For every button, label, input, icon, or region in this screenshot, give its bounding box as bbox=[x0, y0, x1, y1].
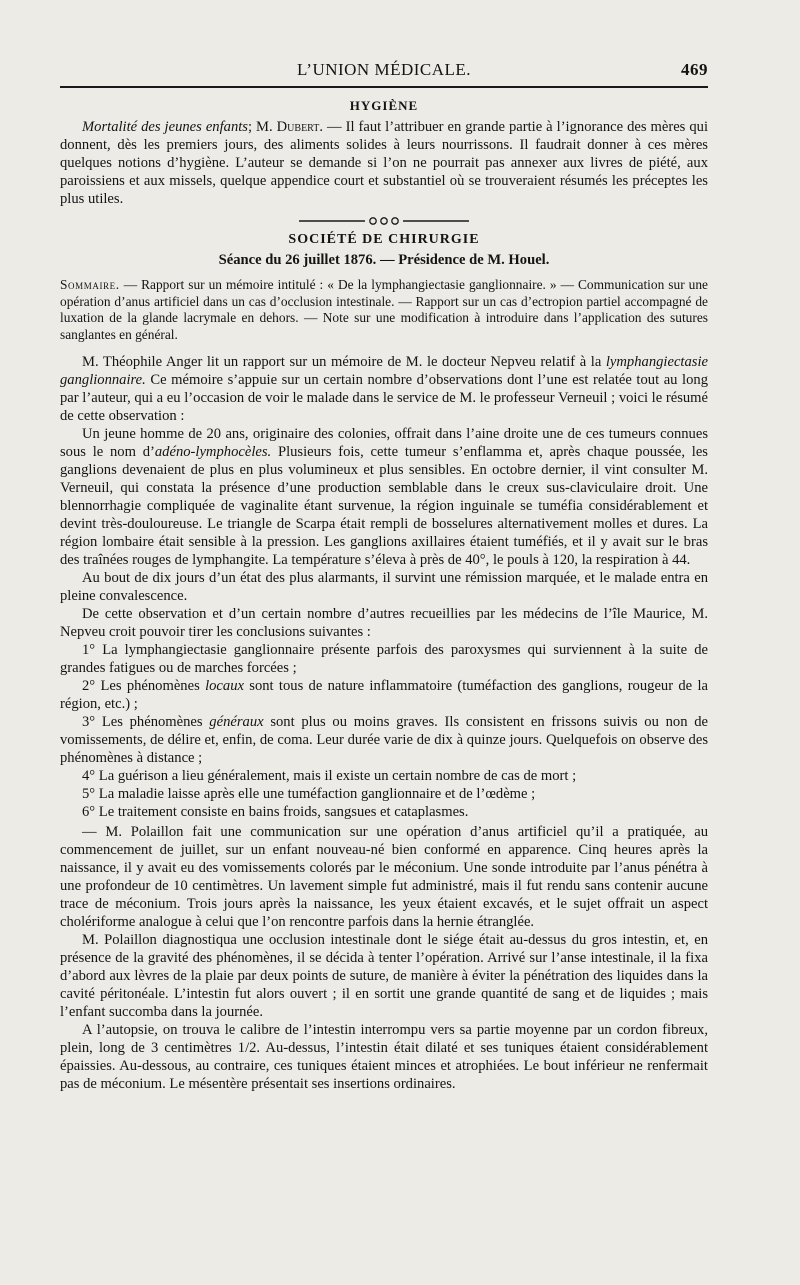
paragraph-2-italic: adéno-lymphocèles. bbox=[154, 444, 272, 460]
paragraph-1 bbox=[60, 353, 708, 425]
conclusion-5: 5° La maladie laisse après elle une tuméfaction ganglionnaire et de l’œdème ; bbox=[82, 786, 536, 802]
paragraph-3: Au bout de dix jours d’un état des plus alarmants, il survint une rémission marquée, et le malade entra en pleine convalescence. bbox=[60, 570, 708, 604]
section-ornament bbox=[60, 216, 708, 226]
running-header bbox=[60, 52, 708, 80]
paragraph-2-text-b: Plusieurs fois, cette tumeur s’enflamma et, après chaque poussée, les ganglions devenaient de plus en plus volumineux et plus sensibles. En octobre dernier, il vint consulter M. Verneuil, qui constata la présence d’une production semblable dans le creux sus-claviculaire droit. Une blennorrhagie compliquée de vaginalite étant survenue, la région inguinale se tuméfia considérablement et devint très-douloureuse. Le triangle de Scarpa était rempli de bosselures alternativement molles et dures. La région lombaire était sensible à la pression. Les ganglions axillaires étaient tuméfiés, et il y avait sur le bras des traînées rouges de lymphangite. La température s’éleva à près de 40°, le pouls à 120, la respiration à 44. bbox=[60, 444, 708, 568]
ornament-rule-icon bbox=[299, 216, 469, 226]
conclusion-2-italic: locaux bbox=[205, 678, 244, 694]
conclusion-2-text-a: 2° Les phénomènes bbox=[82, 678, 206, 694]
sommaire-label: Sommaire. bbox=[60, 277, 120, 292]
header-rule bbox=[60, 86, 708, 88]
society-section bbox=[60, 232, 708, 343]
seance-line: Séance du 26 juillet 1876. — Présidence de M. Houel. bbox=[218, 252, 550, 268]
hygiene-section bbox=[60, 98, 708, 208]
hygiene-title: Mortalité des jeunes enfants bbox=[82, 119, 248, 135]
conclusion-2-text-b: sont tous de nature inflammatoire (tuméfaction des ganglions, rougeur de la région, etc.) ; bbox=[60, 678, 708, 712]
journal-title: L’UNION MÉDICALE. bbox=[296, 60, 472, 79]
hygiene-text: — Il faut l’attribuer en grande partie à l’ignorance des mères qui donnent, dès les premiers jours, des aliments solides à leurs nourrissons. Il faudrait donner à ces mères quelques notions d’hygiène. L’auteur se demande si l’on ne pourrait pas annexer aux livres de piété, aux paroissiens et aux missels, quelque appendice court et substantiel où se trouveraient résumés les préceptes les plus utiles. bbox=[60, 119, 708, 207]
conclusion-6: 6° Le traitement consiste en bains froids, sangsues et cataplasmes. bbox=[82, 804, 469, 820]
conclusions-list bbox=[60, 641, 708, 821]
conclusion-3-italic: généraux bbox=[209, 714, 264, 730]
paragraph-6: M. Polaillon diagnostiqua une occlusion intestinale dont le siége était au-dessus du gros intestin, et, en présence de la gravité des phénomènes, il se décida à tenter l’opération. Arrivé sur l’anse intestinale, il la fixa d’abord aux lèvres de la plaie par deux points de suture, de manière à éviter la pénétration des liquides dans la cavité péritonéale. L’intestin fut alors ouvert ; il en sortit une grande quantité de sang et de liquides ; mais l’enfant succomba dans la journée. bbox=[60, 932, 708, 1020]
hygiene-heading: HYGIÈNE bbox=[349, 98, 419, 113]
conclusion-3-text-a: 3° Les phénomènes bbox=[82, 714, 210, 730]
conclusion-3-text-b: sont plus ou moins graves. Ils consistent en frissons suivis ou non de vomissements, de délire et, enfin, de coma. Leur durée varie de dix à quinze jours. Quelquefois on observe des phénomènes à distance ; bbox=[60, 714, 708, 766]
page-number: 469 bbox=[681, 60, 708, 79]
paragraph-5: — M. Polaillon fait une communication sur une opération d’anus artificiel qu’il a pratiquée, au commencement de juillet, sur un enfant nouveau-né bien conformé en apparence. Cinq heures après la naissance, il y avait eu des vomissements colorés par le méconium. Une sonde introduite par l’anus pénétra à une profondeur de 10 centimètres. Un lavement simple fut administré, mais il fut rendu sans contenir aucune trace de méconium. Trois jours après la naissance, les yeux étaient excavés, et le sujet offrait un aspect cholériforme analogue à celui que l’on rencontre parfois dans la hernie étranglée. bbox=[60, 824, 708, 930]
paragraph-2 bbox=[60, 425, 708, 569]
conclusion-4: 4° La guérison a lieu généralement, mais il existe un certain nombre de cas de mort ; bbox=[82, 768, 577, 784]
hygiene-paragraph: Mortalité des jeunes enfants; M. Dubert. — Il faut l’attribuer en grande partie à l’ignorance des mères qui donnent, dès les premiers jours, des aliments solides à leurs nourrissons. Il faudrait donner à ces mères quelques notions d’hygiène. L’auteur se demande si l’on ne pourrait pas annexer aux livres de piété, aux paroissiens et aux missels, quelque appendice court et substantiel où se trouveraient résumés les préceptes les plus utiles. bbox=[60, 119, 708, 207]
paragraph-4: De cette observation et d’un certain nombre d’autres recueillies par les médecins de l’île Maurice, M. Nepveu croit pouvoir tirer les conclusions suivantes : bbox=[60, 606, 708, 640]
hygiene-author: M. Dubert. bbox=[256, 119, 324, 135]
conclusion-1: 1° La lymphangiectasie ganglionnaire présente parfois des paroxysmes qui surviennent à la suite de grandes fatigues ou de marches forcées ; bbox=[60, 642, 708, 676]
article-body bbox=[60, 353, 708, 1093]
sommaire bbox=[60, 277, 708, 343]
society-heading: SOCIÉTÉ DE CHIRURGIE bbox=[288, 232, 480, 247]
paragraph-2-text-a: Un jeune homme de 20 ans, originaire des colonies, offrait dans l’aine droite une de ces tumeurs connues sous le nom d’ bbox=[60, 426, 708, 460]
paragraph-1-text-b: Ce mémoire s’appuie sur un certain nombre d’observations dont l’une est relatée tout au long par l’auteur, qui a eu l’occasion de voir le malade dans le service de M. le professeur Verneuil ; voici le résumé de cette observation : bbox=[60, 372, 708, 424]
paragraph-1-text-a: M. Théophile Anger lit un rapport sur un mémoire de M. le docteur Nepveu relatif à la bbox=[82, 354, 606, 370]
conclusion-3 bbox=[60, 713, 708, 767]
sommaire-text: — Rapport sur un mémoire intitulé : « De la lymphangiectasie ganglionnaire. » — Communication sur une opération d’anus artificiel dans un cas d’occlusion intestinale. — Rapport sur un cas d’ectropion partiel accompagné de luxation de la glande lacrymale en dehors. — Note sur une modification à introduire dans l’application des sutures sanglantes en général. bbox=[60, 277, 708, 342]
paragraph-7: A l’autopsie, on trouva le calibre de l’intestin interrompu vers sa partie moyenne par un cordon fibreux, plein, long de 3 centimètres 1/2. Au-dessus, l’intestin était dilaté et ses tuniques étaient considérablement épaissies. Au-dessous, au contraire, ces tuniques étaient minces et atrophiées. Le bout inférieur ne renfermait pas de méconium. Le mésentère présentait ses insertions ordinaires. bbox=[60, 1022, 708, 1092]
conclusion-2 bbox=[60, 677, 708, 713]
paragraph-1-italic: lymphangiectasie ganglionnaire. bbox=[60, 354, 708, 388]
